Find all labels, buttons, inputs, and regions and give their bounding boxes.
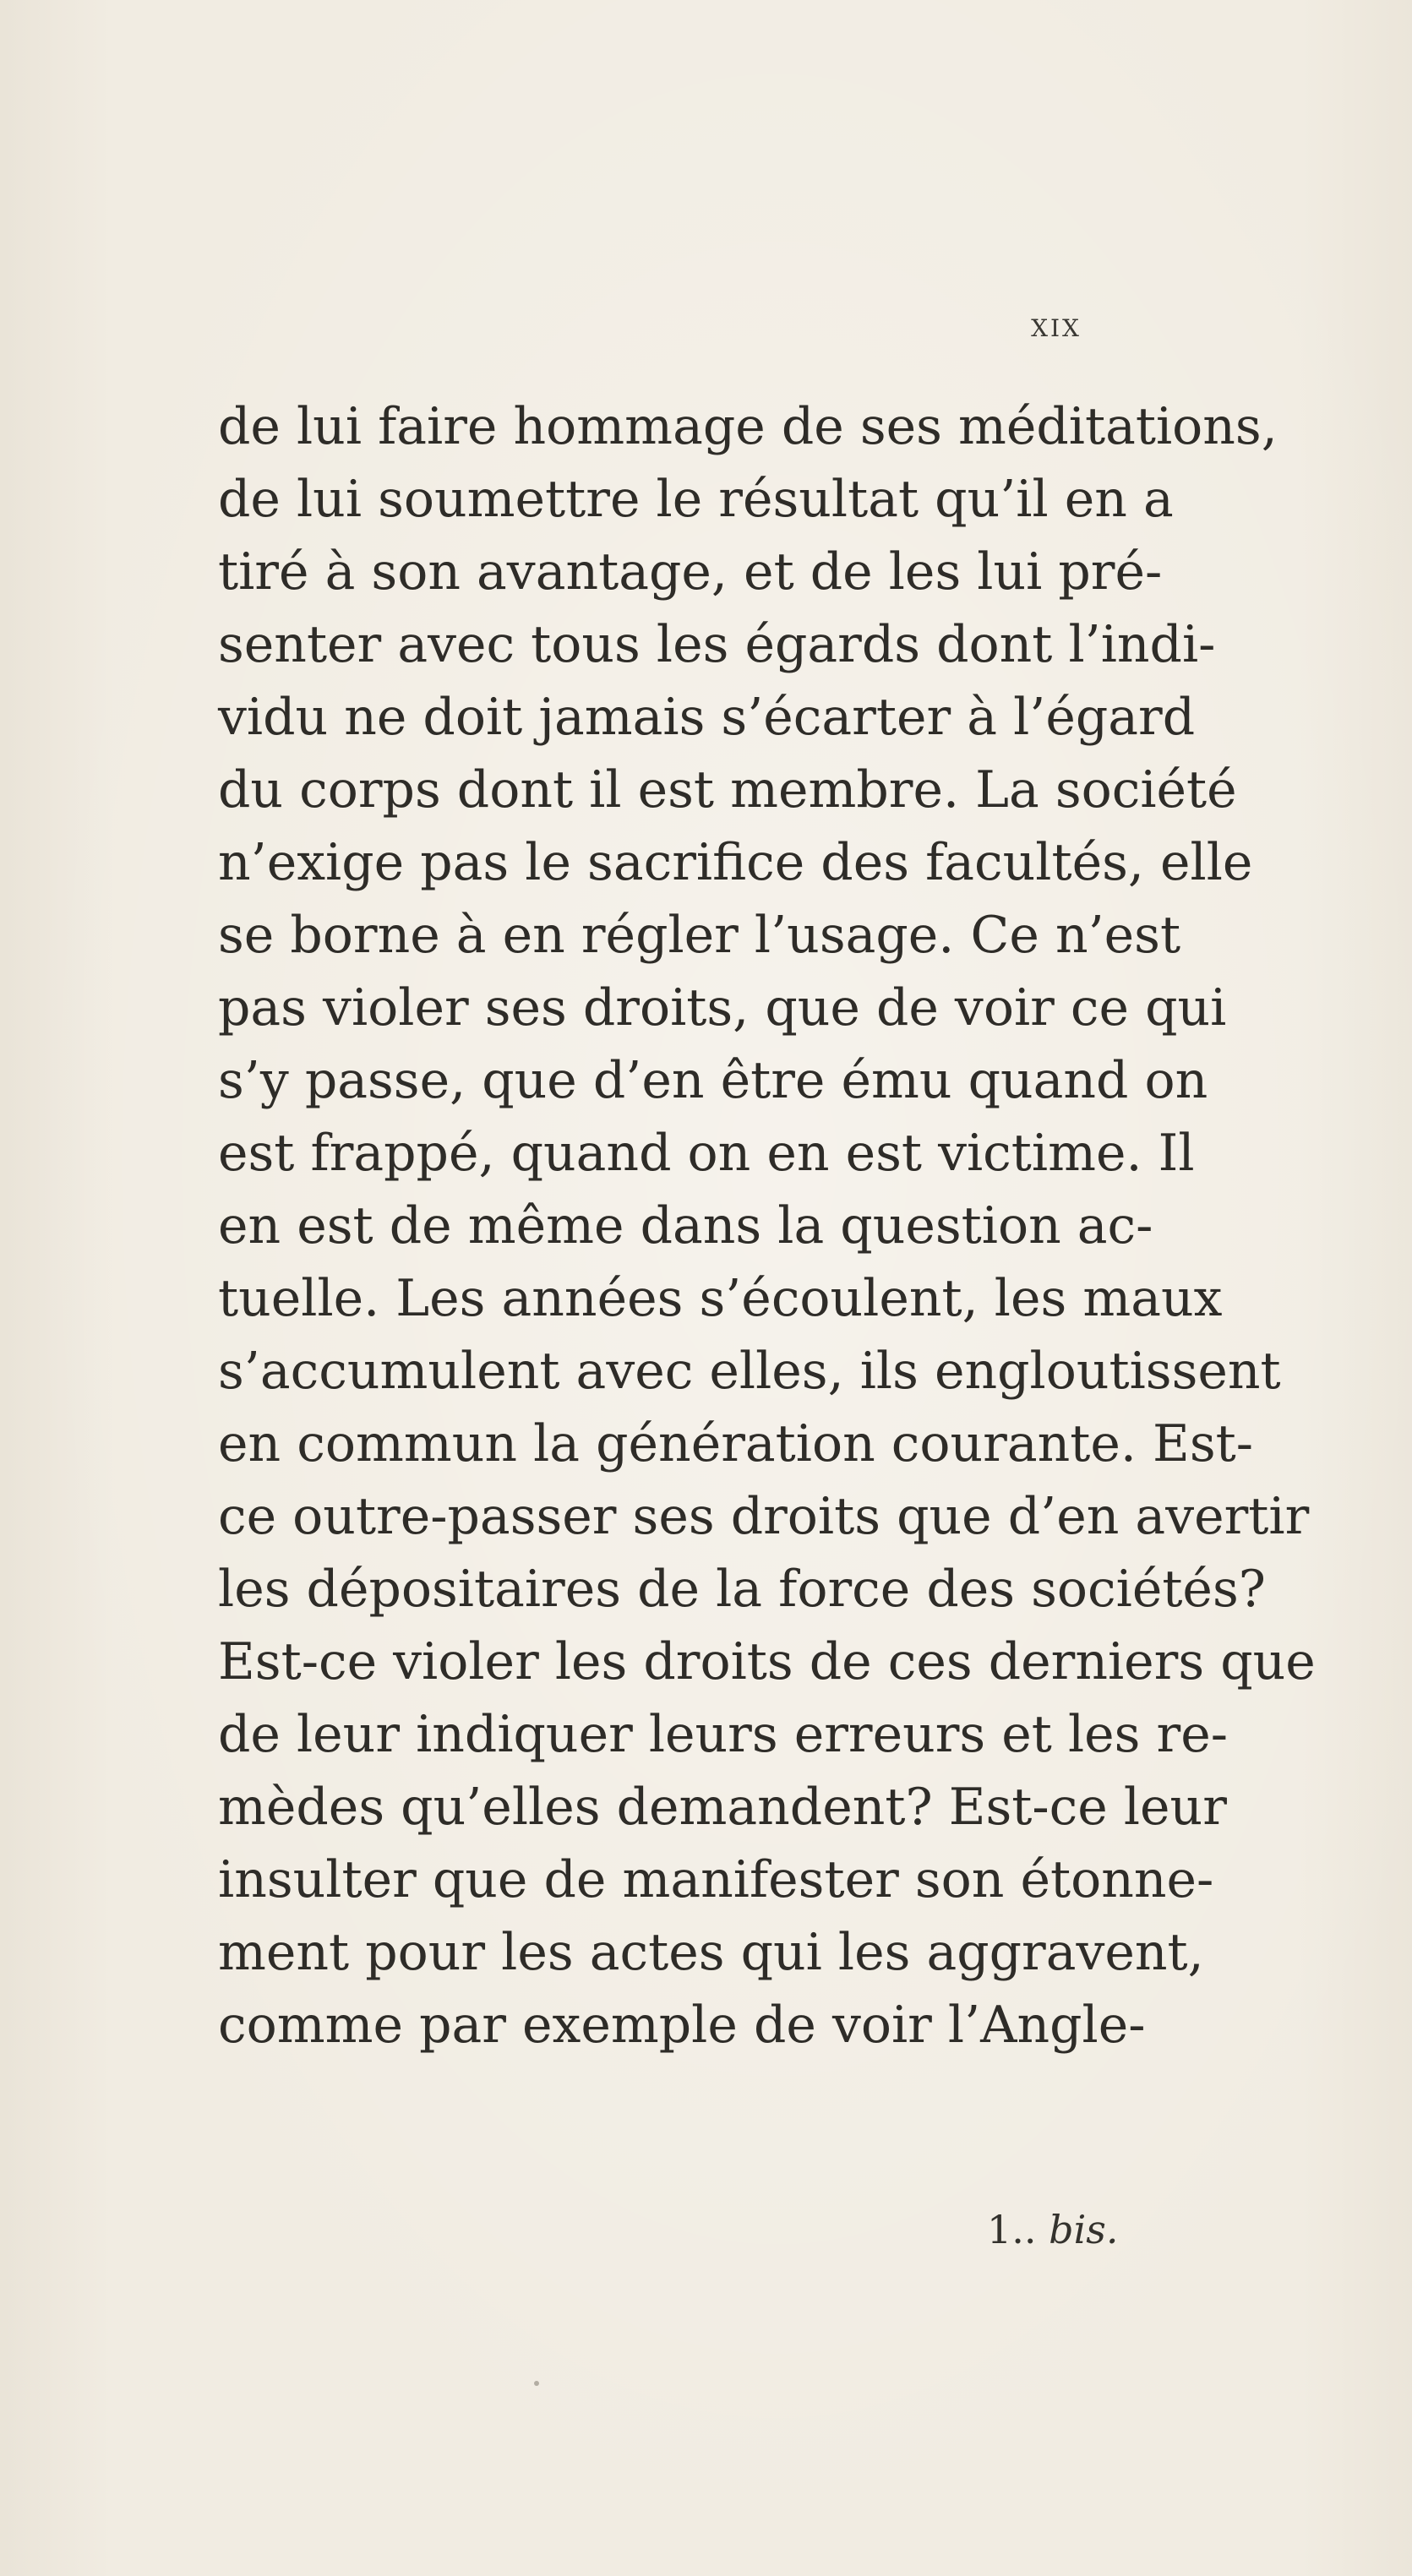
text-line: s’accumulent avec elles, ils engloutissent [218, 1342, 1281, 1401]
text-line: mèdes qu’elles demandent? Est-ce leur [218, 1778, 1227, 1837]
text-line: en est de même dans la question ac- [218, 1196, 1153, 1255]
text-line: du corps dont il est membre. La société [218, 760, 1237, 820]
text-line: senter avec tous les égards dont l’indi- [218, 615, 1216, 674]
text-line: s’y passe, que d’en être ému quand on [218, 1051, 1208, 1110]
signature-number: 1.. [987, 2207, 1037, 2252]
text-line: tiré à son avantage, et de les lui pré- [218, 542, 1163, 602]
paper-speck [1117, 1151, 1120, 1153]
text-line: Est-ce violer les droits de ces derniers que [218, 1632, 1316, 1691]
text-line: de lui faire hommage de ses méditations, [218, 397, 1278, 456]
text-line: se borne à en régler l’usage. Ce n’est [218, 906, 1181, 965]
text-line: de leur indiquer leurs erreurs et les re- [218, 1705, 1228, 1764]
text-line: en commun la génération courante. Est- [218, 1414, 1253, 1473]
page-number: xix [1031, 306, 1082, 345]
text-line: ment pour les actes qui les aggravent, [218, 1923, 1204, 1982]
signature-bis: bis. [1049, 2207, 1119, 2252]
text-line: comme par exemple de voir l’Angle- [218, 1996, 1146, 2055]
text-line: insulter que de manifester son étonne- [218, 1850, 1214, 1909]
body-text [218, 390, 1316, 2061]
paper-speck [534, 2381, 539, 2386]
signature-mark [987, 2207, 1119, 2252]
text-line: ce outre-passer ses droits que d’en avertir [218, 1487, 1310, 1546]
text-line: les dépositaires de la force des sociétés? [218, 1560, 1266, 1619]
text-line: n’exige pas le sacrifice des facultés, elle [218, 833, 1253, 892]
text-line: de lui soumettre le résultat qu’il en a [218, 470, 1174, 529]
text-line: pas violer ses droits, que de voir ce qui [218, 978, 1227, 1037]
text-line: est frappé, quand on en est victime. Il [218, 1124, 1195, 1183]
text-line: tuelle. Les années s’écoulent, les maux [218, 1269, 1223, 1328]
text-line: vidu ne doit jamais s’écarter à l’égard [218, 688, 1196, 747]
